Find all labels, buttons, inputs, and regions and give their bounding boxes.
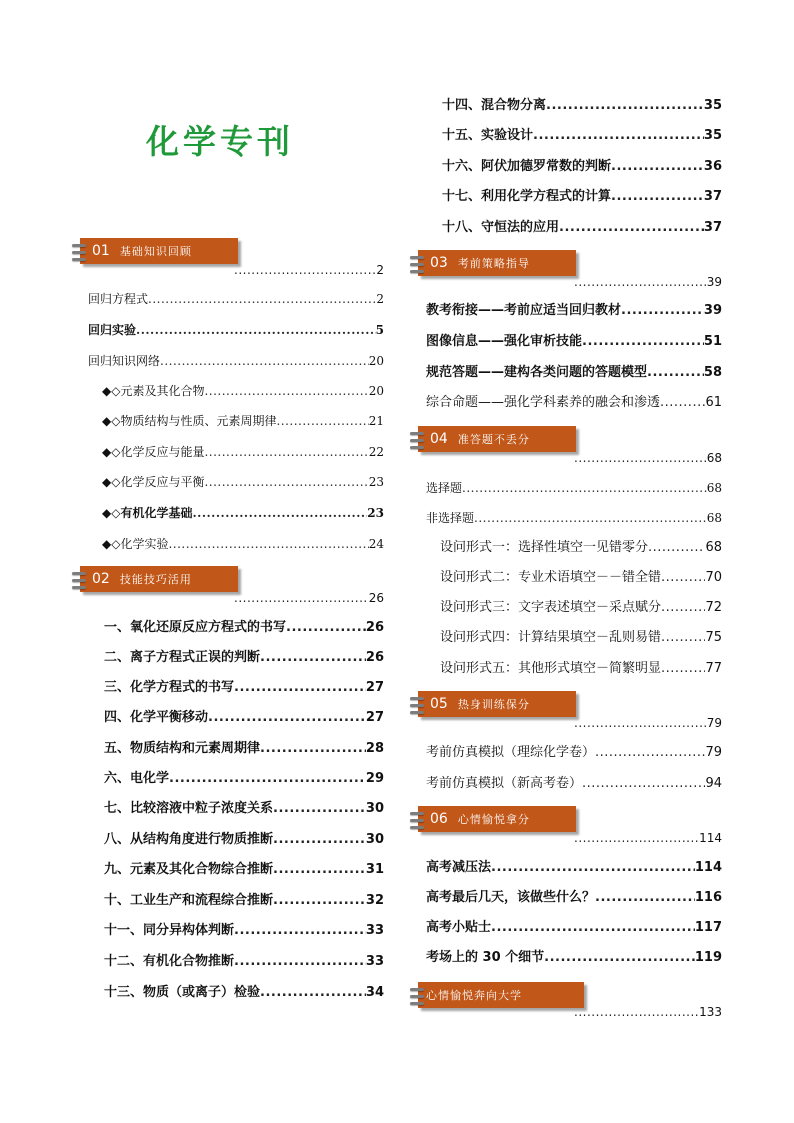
binder-coil-icon — [410, 988, 424, 1006]
toc-entry[interactable]: 回归方程式 ..... 2 — [88, 289, 384, 309]
toc-entry[interactable]: 七、比较溶液中粒子浓度关系 ..... 30 — [104, 799, 384, 819]
section-page-line[interactable]: ..... 114 — [574, 828, 722, 848]
section-page-line[interactable]: ..... 133 — [574, 1002, 722, 1022]
binder-coil-icon — [410, 812, 424, 830]
toc-entry[interactable]: 二、离子方程式正误的判断 ..... 26 — [104, 648, 384, 668]
section-number: 05 — [430, 696, 448, 712]
toc-entry[interactable]: 设问形式三：文字表述填空－采点赋分 ..... 72 — [440, 598, 722, 618]
toc-entry[interactable]: 十七、利用化学方程式的计算 ..... 37 — [442, 187, 722, 207]
section-label: 热身训练保分 — [457, 698, 530, 711]
binder-coil-icon — [410, 256, 424, 274]
toc-entry[interactable]: 六、电化学 ..... 29 — [104, 769, 384, 789]
section-number: 03 — [430, 255, 448, 271]
toc-entry[interactable]: 十八、守恒法的应用 ..... 37 — [442, 218, 722, 238]
toc-entry[interactable]: 五、物质结构和元素周期律 ..... 28 — [104, 739, 384, 759]
binder-coil-icon — [410, 432, 424, 450]
toc-entry[interactable]: ◆◇物质结构与性质、元素周期律 ..... 21 — [102, 411, 384, 431]
toc-entry[interactable]: 综合命题——强化学科素养的融会和渗透 ..... 61 — [426, 393, 722, 413]
section-label: 技能技巧活用 — [119, 573, 192, 586]
toc-entry[interactable]: 考前仿真模拟（理综化学卷） ..... 79 — [426, 743, 722, 763]
toc-entry[interactable]: 高考减压法 ..... 114 — [426, 858, 722, 878]
toc-entry[interactable]: 八、从结构角度进行物质推断 ..... 30 — [104, 830, 384, 850]
toc-entry[interactable]: 考场上的 30 个细节 ..... 119 — [426, 948, 722, 968]
section-page-line[interactable]: ..... 39 — [574, 272, 722, 292]
binder-coil-icon — [72, 572, 86, 590]
toc-entry[interactable]: 非选择题 ..... 68 — [426, 508, 722, 528]
toc-entry[interactable]: 选择题 ..... 68 — [426, 478, 722, 498]
toc-entry[interactable]: 三、化学方程式的书写 ..... 27 — [104, 678, 384, 698]
toc-entry[interactable]: 高考最后几天，该做些什么？ ..... 116 — [426, 888, 722, 908]
toc-entry[interactable]: 回归实验 ..... 5 — [88, 320, 384, 340]
section-label: 心情愉悦拿分 — [457, 813, 530, 826]
section-number: 02 — [92, 571, 110, 587]
toc-entry[interactable]: 一、氧化还原反应方程式的书写 ..... 26 — [104, 618, 384, 638]
toc-entry[interactable]: 图像信息——强化审析技能 ..... 51 — [426, 332, 722, 352]
toc-entry[interactable]: ◆◇化学反应与平衡 ..... 23 — [102, 472, 384, 492]
toc-entry[interactable]: 十一、同分异构体判断 ..... 33 — [104, 921, 384, 941]
toc-entry[interactable]: 十六、阿伏加德罗常数的判断 ..... 36 — [442, 157, 722, 177]
toc-entry[interactable]: 十、工业生产和流程综合推断 ..... 32 — [104, 891, 384, 911]
toc-entry[interactable]: 十四、混合物分离 ..... 35 — [442, 96, 722, 116]
section-page-line[interactable]: ..... 2 — [234, 260, 384, 280]
section-number: 06 — [430, 811, 448, 827]
toc-entry[interactable]: 设问形式一：选择性填空一见错零分 ..... 68 — [440, 538, 722, 558]
toc-entry[interactable]: 四、化学平衡移动 ..... 27 — [104, 708, 384, 728]
toc-entry[interactable]: ◆◇元素及其化合物 ..... 20 — [102, 381, 384, 401]
page-title: 化学专刊 — [146, 122, 294, 161]
toc-entry[interactable]: ◆◇化学反应与能量 ..... 22 — [102, 442, 384, 462]
toc-entry[interactable]: 设问形式四：计算结果填空－乱则易错 ..... 75 — [440, 628, 722, 648]
toc-entry[interactable]: 九、元素及其化合物综合推断 ..... 31 — [104, 860, 384, 880]
section-page-line[interactable]: ..... 26 — [234, 588, 384, 608]
section-number: 04 — [430, 431, 448, 447]
section-label: 考前策略指导 — [457, 257, 530, 270]
toc-entry[interactable]: 十五、实验设计 ..... 35 — [442, 126, 722, 146]
section-page-line[interactable]: ..... 68 — [574, 448, 722, 468]
binder-coil-icon — [72, 244, 86, 262]
toc-entry[interactable]: ◆◇有机化学基础 ..... 23 — [102, 503, 384, 523]
toc-entry[interactable]: ◆◇化学实验 ..... 24 — [102, 534, 384, 554]
section-page-line[interactable]: ..... 79 — [574, 713, 722, 733]
toc-entry[interactable]: 回归知识网络 ..... 20 — [88, 351, 384, 371]
toc-entry[interactable]: 设问形式五：其他形式填空－简繁明显 ..... 77 — [440, 659, 722, 679]
section-number: 01 — [92, 243, 110, 259]
toc-entry[interactable]: 高考小贴士 ..... 117 — [426, 918, 722, 938]
toc-entry[interactable]: 十三、物质（或离子）检验 ..... 34 — [104, 983, 384, 1003]
toc-entry[interactable]: 考前仿真模拟（新高考卷） ..... 94 — [426, 774, 722, 794]
section-label: 准答题不丢分 — [457, 433, 530, 446]
binder-coil-icon — [410, 697, 424, 715]
toc-entry[interactable]: 十二、有机化合物推断 ..... 33 — [104, 952, 384, 972]
toc-entry[interactable]: 教考衔接——考前应适当回归教材 ..... 39 — [426, 301, 722, 321]
section-label: 心情愉悦奔向大学 — [426, 989, 522, 1002]
toc-entry[interactable]: 设问形式二：专业术语填空－－错全错 ..... 70 — [440, 568, 722, 588]
toc-entry[interactable]: 规范答题——建构各类问题的答题模型 ..... 58 — [426, 363, 722, 383]
section-label: 基础知识回顾 — [119, 245, 192, 258]
